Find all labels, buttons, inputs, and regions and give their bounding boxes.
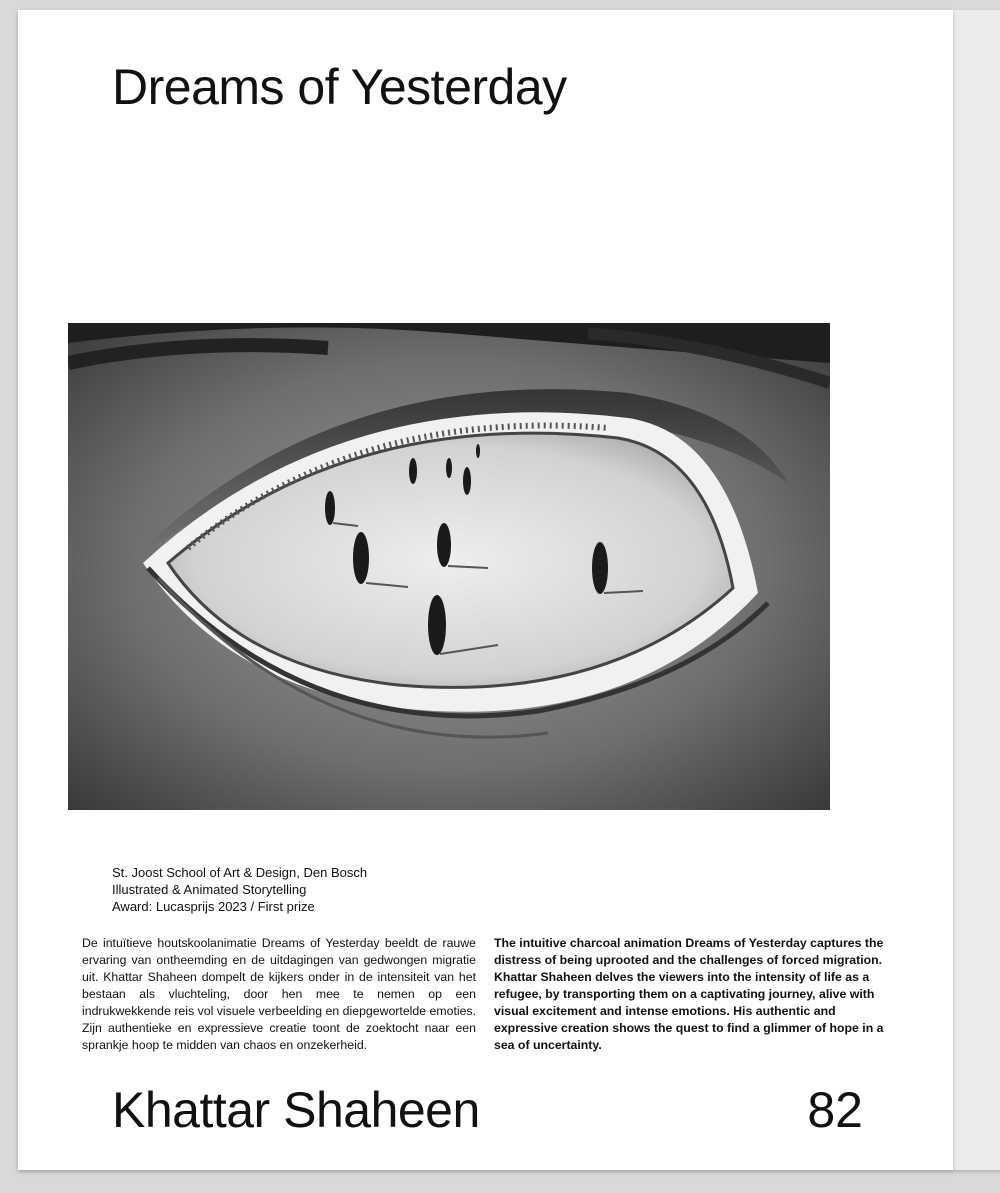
page-number: 82 [807,1082,863,1138]
description-english: The intuitive charcoal animation Dreams of Yesterday captures the distress of being uprooted and the challenges of forced migration. Khattar Shaheen delves the viewers into the intensity of life as a refugee, by transporting them on a captivating journey, alive with visual excitement and intense emotions. His authentic and expressive creation shows the quest to find a glimmer of hope in a sea of uncertainty. [494,936,884,1053]
page-title: Dreams of Yesterday [112,59,567,115]
description-dutch: De intuïtieve houtskoolanimatie Dreams of Yesterday beeldt de rauwe ervaring van ontheemding en de uitdagingen van gedwongen migratie uit. Khattar Shaheen dompelt de kijkers onder in de intensiteit van het bestaan als vluchteling, door hen mee te nemen op een indrukwekkende reis vol visuele verbeelding en diepgewortelde emoties. Zijn authentieke en expressieve creatie toont de zoektocht naar een sprankje hoop te midden van chaos en onzekerheid. [82,936,476,1053]
next-page-edge [953,10,1000,1170]
artist-name: Khattar Shaheen [112,1082,480,1138]
credits-block [112,864,367,915]
artwork-image [68,323,830,810]
award-label: Award: Lucasprijs 2023 / First prize [112,899,315,914]
catalog-page [18,10,953,1170]
school-label: St. Joost School of Art & Design, Den Bosch [112,865,368,880]
program-label: Illustrated & Animated Storytelling [112,882,307,897]
